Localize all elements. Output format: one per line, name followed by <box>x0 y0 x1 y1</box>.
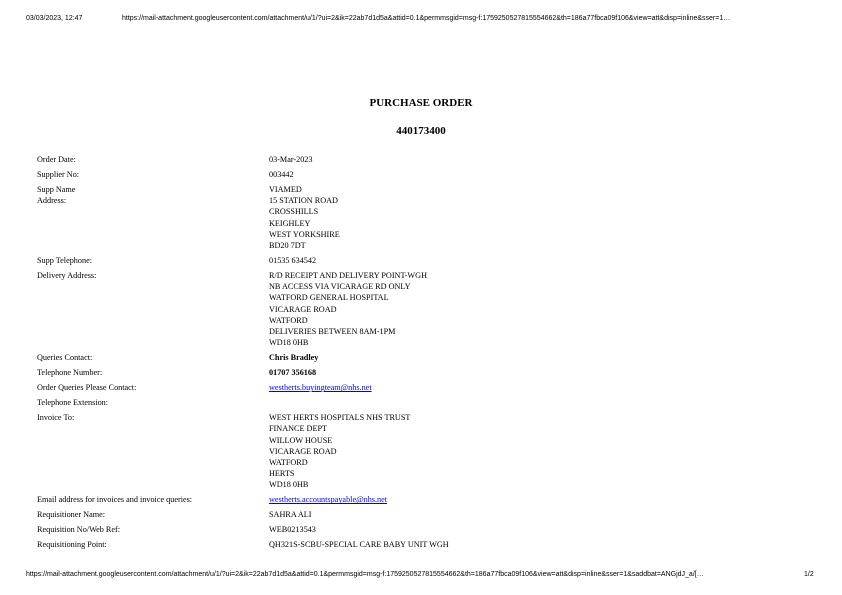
invoice-to-label: Invoice To: <box>37 413 75 423</box>
invoice-to-line: FINANCE DEPT <box>269 424 327 434</box>
telephone-extension-label: Telephone Extension: <box>37 398 109 408</box>
invoice-to-line: WEST HERTS HOSPITALS NHS TRUST <box>269 413 411 423</box>
supp-telephone-label: Supp Telephone: <box>37 256 92 266</box>
address-line: WEST YORKSHIRE <box>269 229 340 239</box>
delivery-address-label: Delivery Address: <box>37 271 97 281</box>
queries-contact-label: Queries Contact: <box>37 353 93 363</box>
order-queries-email-link[interactable]: westherts.buyingteam@nhs.net <box>269 383 372 393</box>
order-queries-label: Order Queries Please Contact: <box>37 383 137 393</box>
delivery-address-line: R/D RECEIPT AND DELIVERY POINT-WGH <box>269 271 427 281</box>
delivery-address-line: NB ACCESS VIA VICARAGE RD ONLY <box>269 282 411 292</box>
row-requisition-no <box>37 524 797 535</box>
order-details <box>37 154 797 554</box>
requisitioning-point-label: Requisitioning Point: <box>37 540 107 550</box>
row-supp-name <box>37 184 797 195</box>
delivery-address-line: WD18 0HB <box>269 338 309 348</box>
address-line: CROSSHILLS <box>269 207 319 217</box>
delivery-address-value <box>269 270 797 348</box>
print-header <box>0 14 842 26</box>
row-address <box>37 195 797 251</box>
page-indicator: 1/2 <box>804 571 814 578</box>
delivery-address-line: VICARAGE ROAD <box>269 304 337 314</box>
print-footer <box>0 570 842 582</box>
print-footer-url: https://mail-attachment.googleusercontent.com/attachment/u/1/?ui=2&ik=22ab7d1d5a&attid=0.1&permmsgid=msg-f:1759250527815554662&th=186a77fbca09f106&view=att&disp=inline&sser=1&saddbat=ANGjdJ_a/[… <box>26 571 704 578</box>
supp-name-label: Supp Name <box>37 185 76 194</box>
supplier-no-value: 003442 <box>269 170 294 179</box>
queries-contact-value: Chris Bradley <box>269 353 319 363</box>
requisition-no-label: Requisition No/Web Ref: <box>37 525 121 535</box>
invoice-to-line: HERTS <box>269 469 295 479</box>
invoice-email-link[interactable]: westherts.accountspayable@nhs.net <box>269 495 388 505</box>
row-telephone-extension <box>37 397 797 408</box>
telephone-extension-value <box>269 397 797 408</box>
delivery-address-line: WATFORD <box>269 315 308 325</box>
document-title: PURCHASE ORDER <box>369 97 473 109</box>
row-supplier-no <box>37 169 797 180</box>
row-supp-telephone <box>37 255 797 266</box>
row-requisitioner-name <box>37 509 797 520</box>
invoice-to-line: WD18 0HB <box>269 480 309 490</box>
order-date-value: 03-Mar-2023 <box>269 155 313 164</box>
row-invoice-to <box>37 412 797 490</box>
supp-name-value: VIAMED <box>269 185 302 194</box>
row-queries-contact <box>37 352 797 363</box>
address-line: 15 STATION ROAD <box>269 196 338 206</box>
row-order-queries <box>37 382 797 393</box>
address-value <box>269 195 797 251</box>
row-invoice-email <box>37 494 797 505</box>
invoice-to-line: VICARAGE ROAD <box>269 446 337 456</box>
delivery-address-line: WATFORD GENERAL HOSPITAL <box>269 293 389 303</box>
address-line: BD20 7DT <box>269 241 306 251</box>
supp-telephone-value: 01535 634542 <box>269 256 317 266</box>
print-datetime: 03/03/2023, 12:47 <box>26 15 83 22</box>
supplier-no-label: Supplier No: <box>37 170 80 179</box>
invoice-email-label: Email address for invoices and invoice queries: <box>37 495 193 505</box>
requisition-no-value: WEB0213543 <box>269 525 316 535</box>
row-delivery-address <box>37 270 797 348</box>
telephone-number-label: Telephone Number: <box>37 368 103 378</box>
address-line: KEIGHLEY <box>269 218 311 228</box>
telephone-number-value: 01707 356168 <box>269 368 317 378</box>
requisitioning-point-value: QH321S-SCBU-SPECIAL CARE BABY UNIT WGH <box>269 540 449 550</box>
invoice-to-value <box>269 412 797 490</box>
print-header-url: https://mail-attachment.googleusercontent.com/attachment/u/1/?ui=2&ik=22ab7d1d5a&attid=0.1&permmsgid=msg-f:1759250527815554662&th=186a77fbca09f106&view=att&disp=inline&sser=1… <box>122 15 731 22</box>
row-order-date <box>37 154 797 165</box>
row-requisitioning-point <box>37 539 797 550</box>
requisitioner-name-value: SAHRA ALI <box>269 510 312 520</box>
row-telephone-number <box>37 367 797 378</box>
invoice-to-line: WILLOW HOUSE <box>269 435 333 445</box>
invoice-to-line: WATFORD <box>269 458 308 468</box>
address-label: Address: <box>37 196 67 206</box>
po-number: 440173400 <box>396 125 446 137</box>
order-date-label: Order Date: <box>37 155 76 164</box>
requisitioner-name-label: Requisitioner Name: <box>37 510 105 520</box>
delivery-address-line: DELIVERIES BETWEEN 8AM-1PM <box>269 327 396 337</box>
